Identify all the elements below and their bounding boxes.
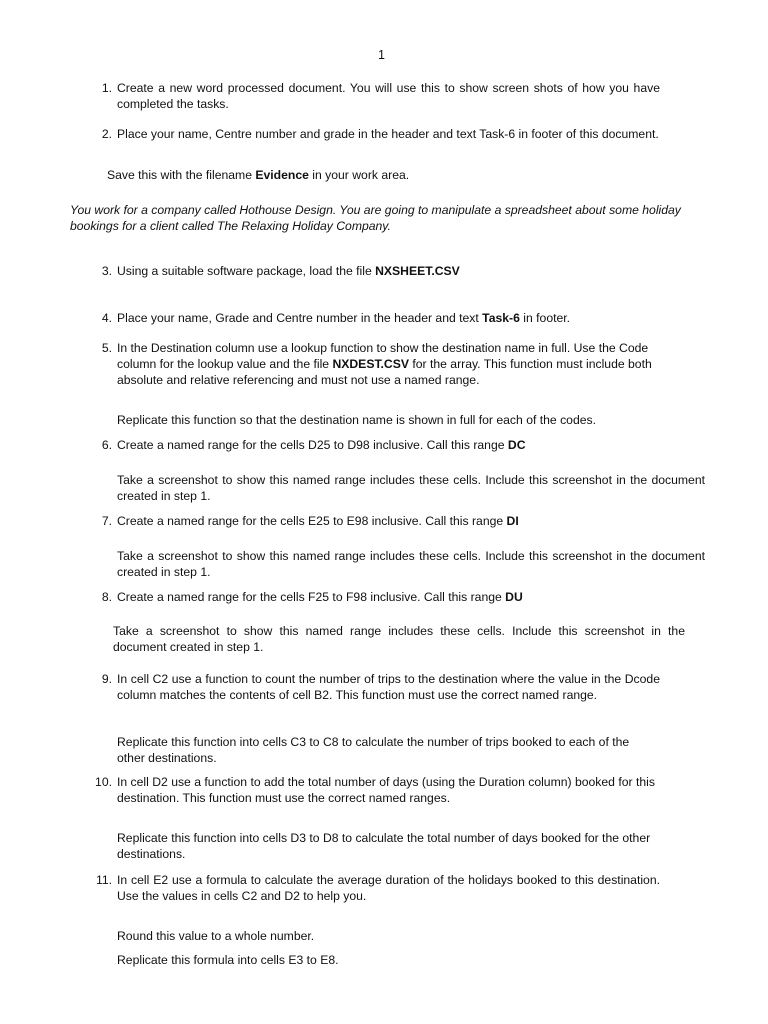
instruction-step-11 [90, 872, 660, 904]
instruction-step-6: 6. Create a named range for the cells D25 to D98 inclusive. Call this range DC [90, 437, 660, 453]
filename-evidence: Evidence [255, 168, 309, 182]
step-8-screenshot-note: Take a screenshot to show this named range includes these cells. Include this screenshot in the document created in step 1. [113, 624, 685, 654]
scenario-intro: You work for a company called Hothouse Design. You are going to manipulate a spreadsheet about some holiday bookings for a client called The Relaxing Holiday Company. [70, 203, 681, 233]
range-name-dc: DC [507, 438, 526, 452]
footer-text-task6: Task-6 [482, 311, 520, 325]
save-instruction: Save this with the filename Evidence in your work area. [107, 168, 410, 182]
step-number: 10. [95, 775, 112, 789]
step-text: Place your name, Centre number and grade in the header and text Task-6 in footer of this document. [117, 127, 659, 141]
step-number: 11. [95, 873, 112, 887]
step-11-round-note: Round this value to a whole number. [117, 929, 315, 943]
page-number: 1 [378, 48, 385, 62]
step-5-replicate-note: Replicate this function so that the destination name is shown in full for each of the codes. [117, 413, 596, 427]
instruction-step-4: 4. Place your name, Grade and Centre number in the header and text Task-6 in footer. [90, 310, 660, 326]
step-number: 2. [101, 127, 112, 141]
step-number: 3. [101, 264, 112, 278]
step-6-screenshot-note: Take a screenshot to show this named range includes these cells. Include this screenshot in the document created in step 1. [117, 473, 705, 503]
instruction-step-1 [90, 80, 660, 112]
step-number: 7. [101, 514, 112, 528]
step-text: Create a new word processed document. You will use this to show screen shots of how you have completed the tasks. [117, 81, 660, 111]
filename-nxsheet: NXSHEET.CSV [375, 264, 460, 278]
range-name-di: DI [506, 514, 519, 528]
step-text: In cell C2 use a function to count the number of trips to the destination where the value in the Dcode column matches the contents of cell B2. This function must use the correct named range. [117, 672, 660, 702]
step-11-replicate-note: Replicate this formula into cells E3 to E8. [117, 953, 339, 967]
instruction-step-3: 3. Using a suitable software package, load the file NXSHEET.CSV [90, 263, 660, 279]
step-10-replicate-note: Replicate this function into cells D3 to D8 to calculate the total number of days booked for the other destinations. [117, 831, 651, 861]
step-number: 8. [101, 590, 112, 604]
instruction-step-10 [90, 774, 660, 806]
step-number: 9. [101, 672, 112, 686]
step-number: 4. [101, 311, 112, 325]
step-number: 5. [101, 341, 112, 355]
instruction-step-8: 8. Create a named range for the cells F25 to F98 inclusive. Call this range DU [90, 589, 660, 605]
step-text: In cell D2 use a function to add the total number of days (using the Duration column) booked for this destination. This function must use the correct named ranges. [117, 775, 655, 805]
instruction-step-2 [90, 126, 660, 142]
step-number: 1. [101, 81, 112, 95]
step-9-replicate-note: Replicate this function into cells C3 to C8 to calculate the number of trips booked to each of the other destinations. [117, 735, 630, 765]
instruction-step-5: 5. In the Destination column use a lookup function to show the destination name in full. Use the Code column for the lookup value and the file NXDEST.CSV for the array. This function must include both absolute and relative referencing and must not use a named range. [90, 340, 660, 388]
step-text: In cell E2 use a formula to calculate the average duration of the holidays booked to this destination. Use the values in cells C2 and D2 to help you. [117, 873, 660, 903]
filename-nxdest: NXDEST.CSV [332, 357, 409, 371]
instruction-step-9 [90, 671, 660, 703]
step-number: 6. [101, 438, 112, 452]
step-7-screenshot-note: Take a screenshot to show this named range includes these cells. Include this screenshot in the document created in step 1. [117, 549, 705, 579]
instruction-step-7: 7. Create a named range for the cells E25 to E98 inclusive. Call this range DI [90, 513, 660, 529]
range-name-du: DU [505, 590, 523, 604]
